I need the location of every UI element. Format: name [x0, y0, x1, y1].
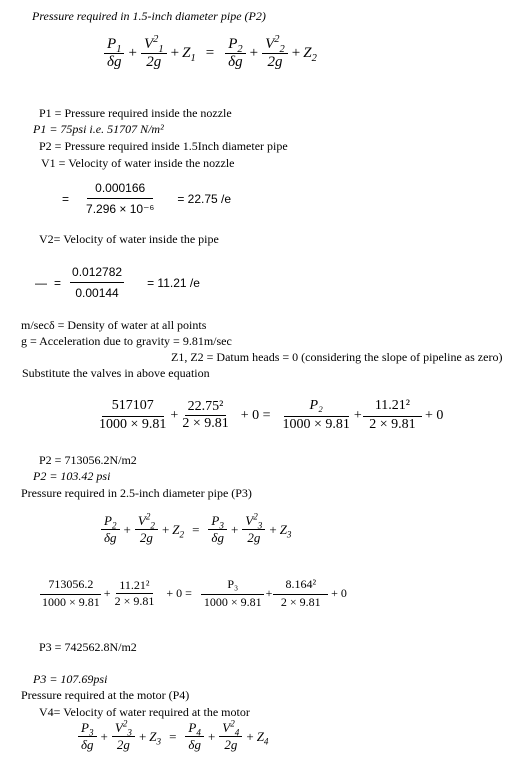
- eq2-d3: 1000 × 9.81: [282, 417, 350, 432]
- bernoulli-equation-1: [103, 36, 317, 71]
- eq5-v3: $V^2_3$: [112, 720, 135, 737]
- eq2-n2: 22.75²: [185, 399, 227, 416]
- eq4-d4: 2 × 9.81: [280, 595, 321, 609]
- eq2-mid: + 0 =: [240, 407, 271, 423]
- def-p1: P1 = Pressure required inside the nozzle: [39, 106, 232, 120]
- substitution-equation-p2: $\frac{517107}{1000 \times 9.81}$ + $\frac{\text{22.75²}}{2 \times 9.81}$ + 0 = $\frac{\text{P₂}}{1000 \times 9.81}$ + $\frac{\text{11.21²}}{2 \times 9.81}$ + 0: [95, 398, 445, 433]
- def-v1: V1 = Velocity of water inside the nozzle: [41, 156, 235, 170]
- eq5-plus3: +: [207, 728, 216, 744]
- v1-denominator: 7.296 × 10⁻⁶: [86, 202, 155, 216]
- eq1-p1: $P_1$: [104, 36, 124, 54]
- eq1-equals: =: [205, 45, 215, 61]
- eq4-d2: 2 × 9.81: [114, 594, 155, 608]
- eq3-2g1: 2g: [139, 530, 153, 545]
- eq1-dg2: δg: [228, 54, 243, 70]
- eq5-2g1: 2g: [116, 737, 130, 752]
- eq2-n4: 11.21²: [363, 398, 422, 417]
- v2-equals: =: [54, 275, 62, 290]
- eq2-d2: 2 × 9.81: [182, 416, 229, 431]
- eq2-end: + 0: [425, 407, 444, 423]
- eq1-v1: $V^2_1$: [141, 36, 167, 54]
- eq1-z2: $Z_2$: [303, 45, 317, 64]
- p3-psi: P3 = 107.69psi: [33, 672, 108, 686]
- def-density: m/secδ = Density of water at all points: [21, 318, 207, 332]
- eq5-dg1: δg: [81, 737, 94, 752]
- v1-equals: =: [62, 191, 70, 206]
- eq4-n3: P₃: [201, 577, 264, 595]
- eq3-dg1: δg: [104, 530, 117, 545]
- eq4-end: + 0: [331, 586, 347, 600]
- v2-result: = 11.21 /e: [147, 275, 200, 290]
- def-g: g = Acceleration due to gravity = 9.81m/sec: [21, 334, 232, 348]
- eq3-plus3: +: [230, 521, 239, 537]
- heading-p4: Pressure required at the motor (P4): [21, 688, 190, 702]
- eq5-v4: $V^2_4$: [219, 720, 242, 737]
- eq1-plus3: +: [249, 45, 259, 61]
- eq5-p4: $P_4$: [185, 720, 204, 737]
- def-p2: P2 = Pressure required inside 1.5Inch diameter pipe: [39, 139, 288, 153]
- eq5-p3: $P_3$: [78, 720, 97, 737]
- v2-numerator: 0.012782: [70, 265, 124, 283]
- v1-numerator: 0.000166: [87, 181, 153, 199]
- substitution-equation-p3: $\frac{713056.2}{1000 \times 9.81}$ + $\frac{\text{11.21²}}{2 \times 9.81}$ + 0 = $\frac{\text{P₃}}{1000 \times 9.81}$ + $\frac{\text{8.164²}}{2 \times 9.81}$ + 0: [38, 577, 349, 610]
- def-p1-value: P1 = 75psi i.e. 51707 N/m²: [33, 122, 164, 136]
- p2-psi: P2 = 103.42 psi: [33, 469, 111, 483]
- def-v2: V2= Velocity of water inside the pipe: [39, 232, 219, 246]
- eq1-p2: $P_2$: [225, 36, 245, 54]
- eq4-n4: 8.164²: [273, 577, 328, 595]
- eq2-n3: P₂: [284, 398, 349, 417]
- eq1-2g2: 2g: [267, 54, 283, 70]
- eq3-plus2: +: [161, 521, 170, 537]
- eq1-z1: $Z_1$: [182, 45, 196, 64]
- eq5-dg2: δg: [188, 737, 201, 752]
- eq1-v2: $V^2_2$: [262, 36, 288, 54]
- eq3-dg2: δg: [211, 530, 224, 545]
- eq2-n1: 517107: [102, 398, 164, 417]
- bernoulli-equation-p3: [100, 513, 291, 546]
- eq1-plus4: +: [291, 45, 301, 61]
- eq5-plus2: +: [138, 728, 147, 744]
- eq4-n1: 713056.2: [40, 577, 101, 595]
- eq5-z4: $Z_4$: [256, 728, 269, 747]
- v2-calculation: [32, 265, 203, 300]
- eq5-equals: =: [169, 728, 177, 744]
- v2-dash: —: [35, 275, 47, 290]
- eq4-d3: 1000 × 9.81: [203, 595, 262, 609]
- eq4-n2: 11.21²: [116, 578, 152, 594]
- substitute-text: Substitute the valves in above equation: [22, 366, 210, 380]
- eq3-equals: =: [192, 521, 200, 537]
- eq2-d4: 2 × 9.81: [369, 417, 416, 432]
- eq3-z2: $Z_2$: [172, 521, 185, 540]
- def-v4: V4= Velocity of water required at the motor: [39, 705, 250, 719]
- eq1-plus2: +: [170, 45, 180, 61]
- heading-p2: Pressure required in 1.5-inch diameter pipe (P2): [32, 9, 266, 23]
- eq5-plus4: +: [246, 728, 254, 744]
- def-datum: Z1, Z2 = Datum heads = 0 (considering the slope of pipeline as zero): [171, 350, 503, 364]
- eq3-plus4: +: [269, 521, 277, 537]
- eq3-z3: $Z_3$: [279, 521, 292, 540]
- eq5-plus1: +: [100, 728, 108, 744]
- p2-result: P2 = 713056.2N/m2: [39, 453, 137, 467]
- eq2-d1: 1000 × 9.81: [99, 417, 167, 432]
- eq3-v3: $V^2_3$: [242, 513, 265, 530]
- eq3-v2: $V^2_2$: [135, 513, 158, 530]
- v1-calculation: [60, 181, 234, 216]
- v1-result: = 22.75 /e: [177, 191, 232, 206]
- heading-p3: Pressure required in 2.5-inch diameter pipe (P3): [21, 486, 252, 500]
- eq4-d1: 1000 × 9.81: [42, 595, 100, 609]
- eq3-plus1: +: [123, 521, 131, 537]
- eq5-z3: $Z_3$: [149, 728, 162, 747]
- p3-result: P3 = 742562.8N/m2: [39, 640, 137, 654]
- eq1-2g1: 2g: [146, 54, 162, 70]
- v2-denominator: 0.00144: [75, 286, 119, 300]
- eq5-2g2: 2g: [224, 737, 238, 752]
- eq3-p2: $P_2$: [101, 513, 120, 530]
- eq3-p3: $P_3$: [208, 513, 227, 530]
- bernoulli-equation-p4: [77, 720, 268, 753]
- eq1-plus1: +: [128, 45, 137, 61]
- eq4-mid: + 0 =: [166, 586, 192, 600]
- eq3-2g2: 2g: [247, 530, 261, 545]
- eq1-dg1: δg: [107, 54, 122, 70]
